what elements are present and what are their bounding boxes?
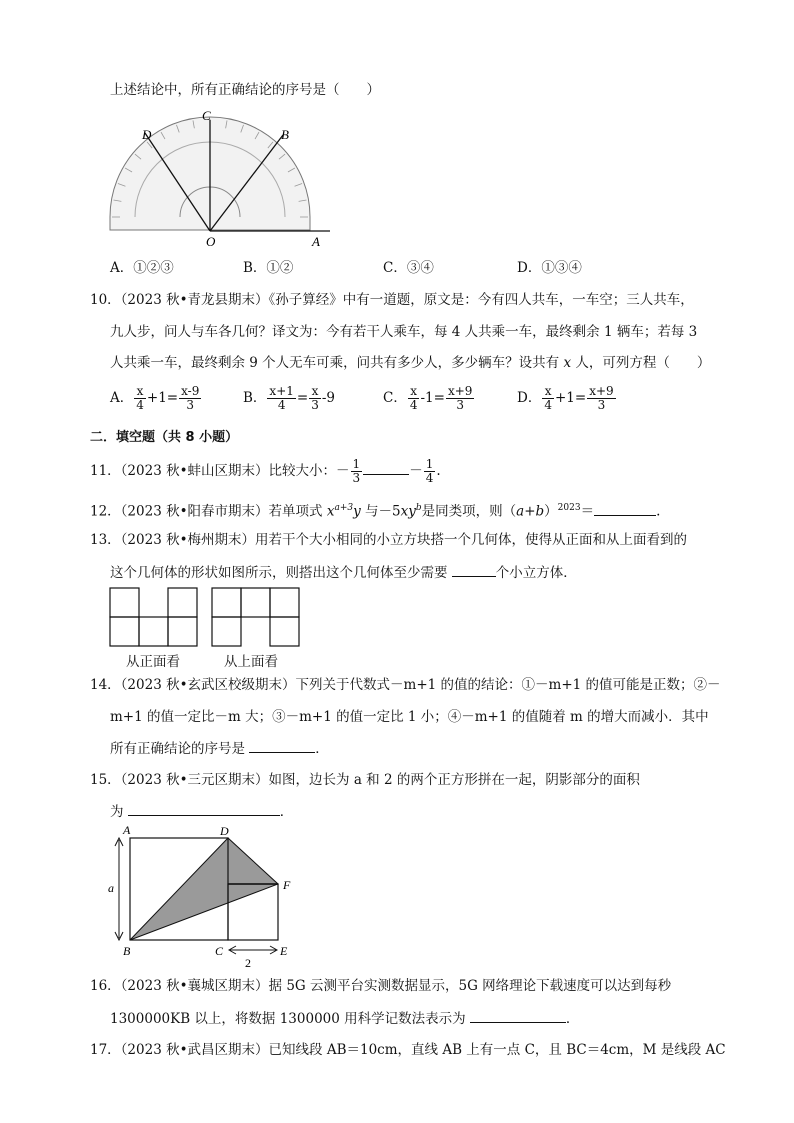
q14-line2: m+1 的值一定比－m 大；③－m+1 的值一定比 1 小；④－m+1 的值随着 m 的增大而减小．其中	[110, 709, 709, 725]
label-side-a: a	[108, 881, 114, 895]
q16-line1: 16．（2023 秋•襄城区期末）据 5G 云测平台实测数据显示，5G 网络理论下载速度可以达到每秒	[90, 978, 672, 994]
q9-option-c[interactable]: C．③④	[383, 260, 434, 276]
label-f-point: F	[283, 878, 291, 892]
label-a: A	[312, 234, 320, 249]
q16-answer-blank[interactable]	[470, 1008, 566, 1023]
front-view-grid	[110, 588, 197, 646]
q15-line1: 15．（2023 秋•三元区期末）如图，边长为 a 和 2 的两个正方形拼在一起，阴影部分的面积	[90, 772, 640, 788]
label-b-point: B	[123, 944, 131, 958]
label-o: O	[206, 234, 216, 249]
q13-views-figure	[108, 586, 303, 648]
q13-answer-blank[interactable]	[452, 562, 496, 577]
label-d-point: D	[220, 824, 229, 838]
shaded-triangle	[130, 838, 278, 940]
q10-option-b[interactable]: B． $\frac{x+1}{4}$ = $\frac{x}{3}$ -9	[243, 384, 335, 412]
section-heading: 二．填空题（共 8 小题）	[90, 430, 239, 445]
caption-top-view: 从上面看	[224, 654, 278, 670]
q14-line3: 所有正确结论的序号是 ．	[110, 738, 329, 759]
q9-option-d[interactable]: D．①③④	[517, 260, 582, 276]
label-d: D	[142, 127, 152, 142]
label-e-point: E	[280, 944, 288, 958]
q12-answer-blank[interactable]	[594, 501, 656, 516]
q15-squares-figure	[105, 822, 305, 972]
q15-answer-blank[interactable]	[128, 801, 280, 816]
q9-option-b[interactable]: B．①②	[243, 260, 294, 276]
label-a-point: A	[123, 823, 131, 837]
q14-answer-blank[interactable]	[249, 738, 315, 753]
q11: 11．（2023 秋•蚌山区期末）比较大小：－ $\frac{1}{3}$ － $\frac{1}{4}$ .	[90, 457, 441, 485]
label-b: B	[281, 127, 289, 142]
q10-line1: 10．（2023 秋•青龙县期末）《孙子算经》中有一道题，原文是：今有四人共车，一车空；三人共车，	[90, 292, 694, 308]
q16-line2: 1300000KB 以上，将数据 1300000 用科学记数法表示为 ．	[110, 1008, 579, 1029]
label-c-point: C	[215, 944, 224, 958]
label-side-2: 2	[245, 956, 251, 970]
q17-line1: 17．（2023 秋•武昌区期末）已知线段 AB＝10cm，直线 AB 上有一点 C，且 BC＝4cm，M 是线段 AC	[90, 1042, 726, 1058]
q10-option-c[interactable]: C． $\frac{x}{4}$ -1= $\frac{x+9}{3}$	[383, 384, 473, 412]
q14-line1: 14．（2023 秋•玄武区校级期末）下列关于代数式－m+1 的值的结论：①－m+1 的值可能是正数；②－	[90, 677, 721, 693]
q9-stem: 上述结论中，所有正确结论的序号是（ ）	[110, 82, 380, 98]
q15-line2: 为 ．	[110, 801, 293, 822]
caption-front-view: 从正面看	[126, 654, 180, 670]
q13-line1: 13．（2023 秋•梅州期末）用若干个大小相同的小立方块搭一个几何体，使得从正面和从上面看到的	[90, 532, 688, 548]
q12: 12．（2023 秋•阳春市期末）若单项式 $x^{a+3}y$ 与$-5xy^b$是同类项，则$(a+b)^{2023}=$ .	[90, 498, 660, 522]
q10-option-d[interactable]: D． $\frac{x}{4}$ +1= $\frac{x+9}{3}$	[517, 384, 614, 412]
q10-option-a[interactable]: A． $\frac{x}{4}$ +1= $\frac{x-9}{3}$	[110, 384, 200, 412]
q13-line2: 这个几何体的形状如图所示，则搭出这个几何体至少需要 个小立方体．	[110, 562, 577, 583]
q10-line2: 九人步，问人与车各几何？译文为：今有若干人乘车，每 4 人共乘一车，最终剩余 1 辆车；若每 3	[110, 324, 698, 340]
top-view-grid	[212, 588, 299, 646]
q9-option-a[interactable]: A．①②③	[110, 260, 174, 276]
q11-answer-blank[interactable]	[363, 460, 409, 475]
label-c: C	[202, 108, 211, 123]
protractor-figure	[105, 105, 340, 250]
q10-line3: 人共乘一车，最终剩余 9 个人无车可乘，问共有多少人，多少辆车？设共有 x 人，可列方程（ ）	[110, 355, 711, 371]
